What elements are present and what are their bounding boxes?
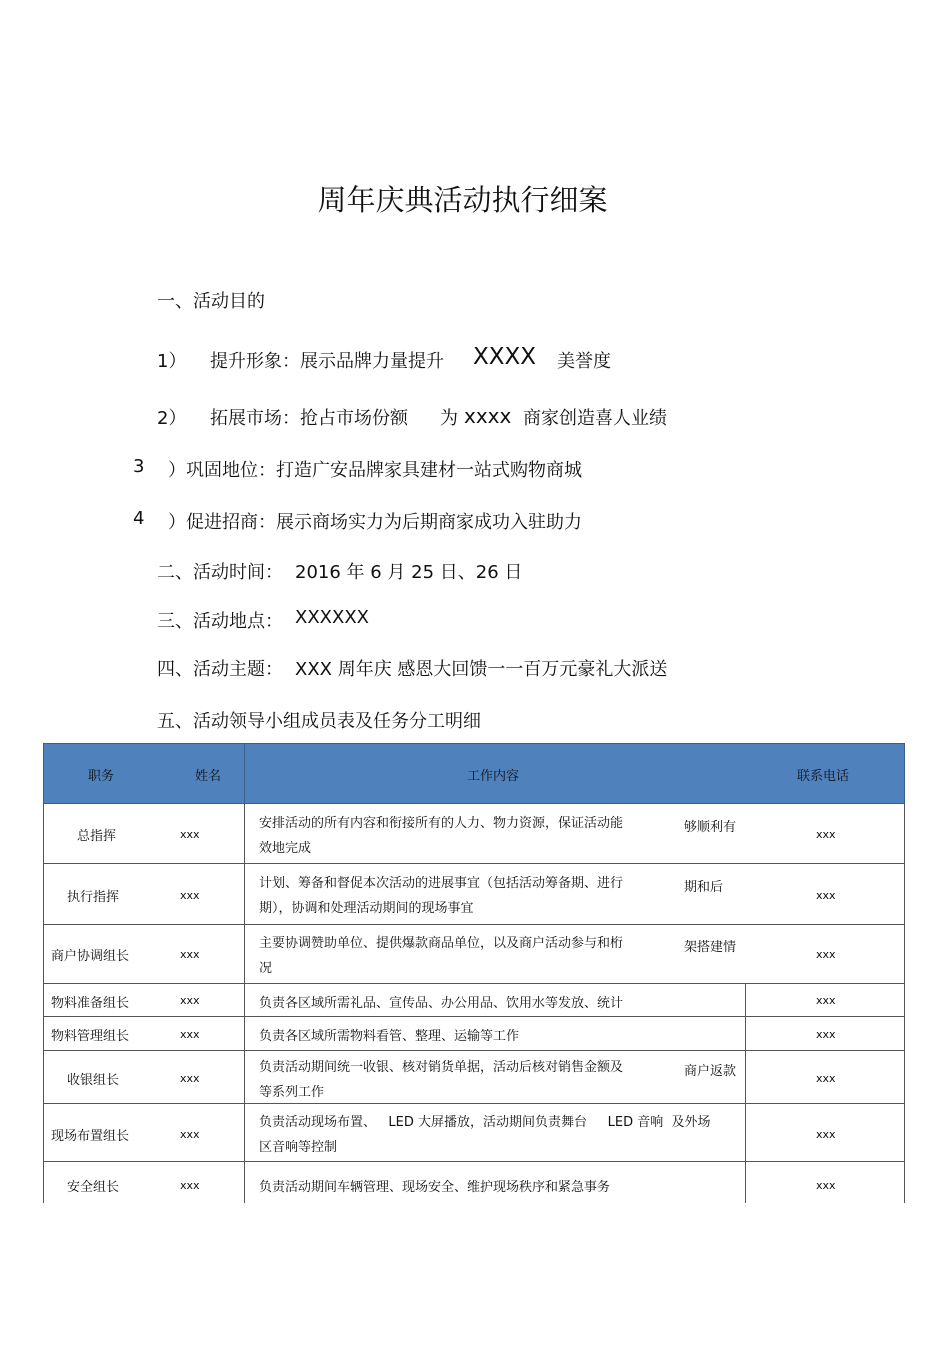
row-2-phone: xxx [816, 889, 836, 902]
row-3-work [259, 931, 747, 981]
row-2-work-line-2: 期），协调和处理活动期间的现场事宜 [259, 901, 474, 916]
row-divider [43, 1161, 905, 1162]
row-6-work [259, 1055, 747, 1105]
header-divider [244, 743, 245, 804]
row-1-work-line-1: 安排活动的所有内容和衔接所有的人力、物力资源，保证活动能 [259, 816, 624, 831]
row-6-work-line-2: 等系列工作 [259, 1085, 325, 1100]
header-work: 工作内容 [467, 769, 520, 784]
row-6-role: 收银组长 [67, 1073, 120, 1088]
row-8-work: 负责活动期间车辆管理、现场安全、维护现场秩序和紧急事务 [259, 1180, 611, 1195]
row-divider [43, 1050, 905, 1051]
item-1-text: 提升形象：展示品牌力量提升 [210, 351, 444, 372]
section-3-label: 三、活动地点： [157, 611, 283, 632]
row-3-work-cont: 架搭建情 [684, 940, 737, 955]
row-5-name: xxx [180, 1028, 200, 1041]
section-4-value: XXX 周年庆 感恩大回馈一一百万元豪礼大派送 [295, 659, 668, 680]
row-2-work-cont: 期和后 [684, 880, 724, 895]
item-2-mid: 为 [440, 408, 458, 429]
item-2-number: 2） [157, 408, 187, 429]
row-4-name: xxx [180, 994, 200, 1007]
section-5-heading: 五、活动领导小组成员表及任务分工明细 [157, 711, 481, 732]
row-1-name: xxx [180, 828, 200, 841]
row-3-phone: xxx [816, 948, 836, 961]
row-2-work-line-1: 计划、筹备和督促本次活动的进展事宜（包括活动筹备期、进行 [259, 876, 624, 891]
item-4-number: 4 [133, 508, 145, 529]
row-1-work-cont: 够顺利有 [684, 820, 737, 835]
row-4-role: 物料准备组长 [51, 996, 130, 1011]
section-2-value: 2016 年 6 月 25 日、26 日 [295, 562, 523, 583]
section-2-label: 二、活动时间： [157, 562, 283, 583]
row-divider [43, 863, 905, 864]
item-3-number: 3 [133, 456, 145, 477]
row-4-work: 负责各区域所需礼品、宣传品、办公用品、饮用水等发放、统计 [259, 996, 624, 1011]
row-1-work [259, 811, 747, 861]
section-1-heading: 一、活动目的 [157, 291, 265, 312]
document-title: 周年庆典活动执行细案 [317, 183, 608, 217]
header-role: 职务 [88, 769, 115, 784]
row-3-work-line-1: 主要协调赞助单位、提供爆款商品单位，以及商户活动参与和桁 [259, 936, 624, 951]
row-7-role: 现场布置组长 [51, 1129, 130, 1144]
row-5-work: 负责各区域所需物料看管、整理、运输等工作 [259, 1029, 520, 1044]
staff-table [43, 743, 905, 1203]
section-4-label: 四、活动主题： [157, 659, 283, 680]
item-1-brand: XXXX [473, 344, 537, 370]
row-6-phone: xxx [816, 1072, 836, 1085]
row-7-work-line-1: 负责活动现场布置、 LED 大屏播放，活动期间负责舞台 LED 音响 及外场 [259, 1115, 711, 1130]
row-divider [43, 1016, 905, 1017]
row-2-work [259, 871, 747, 921]
row-8-role: 安全组长 [67, 1180, 120, 1195]
row-divider [43, 924, 905, 925]
row-2-name: xxx [180, 889, 200, 902]
row-1-phone: xxx [816, 828, 836, 841]
row-6-work-line-1: 负责活动期间统一收银、核对销货单据，活动后核对销售金额及 [259, 1060, 624, 1075]
row-2-role: 执行指挥 [67, 890, 120, 905]
item-2-brand: xxxx [464, 404, 512, 428]
row-7-work [259, 1110, 739, 1160]
row-5-phone: xxx [816, 1028, 836, 1041]
row-8-phone: xxx [816, 1179, 836, 1192]
item-4-text: ）促进招商：展示商场实力为后期商家成功入驻助力 [168, 512, 582, 533]
row-6-name: xxx [180, 1072, 200, 1085]
row-1-role: 总指挥 [77, 829, 117, 844]
row-5-role: 物料管理组长 [51, 1029, 130, 1044]
item-1-number: 1） [157, 351, 187, 372]
item-2-text: 拓展市场：抢占市场份额 [210, 408, 408, 429]
row-1-work-line-2: 效地完成 [259, 841, 312, 856]
section-3-value: XXXXXX [295, 607, 369, 628]
item-1-suffix: 美誉度 [557, 351, 611, 372]
row-divider [43, 983, 905, 984]
row-3-name: xxx [180, 948, 200, 961]
item-3-text: ）巩固地位：打造广安品牌家具建材一站式购物商城 [168, 460, 582, 481]
row-3-role: 商户协调组长 [51, 949, 130, 964]
row-8-name: xxx [180, 1179, 200, 1192]
row-7-phone: xxx [816, 1128, 836, 1141]
header-phone: 联系电话 [797, 769, 850, 784]
row-7-name: xxx [180, 1128, 200, 1141]
row-4-phone: xxx [816, 994, 836, 1007]
row-6-work-cont: 商户返款 [684, 1064, 737, 1079]
item-2-suffix: 商家创造喜人业绩 [523, 408, 667, 429]
header-name: 姓名 [195, 769, 222, 784]
row-7-work-line-2: 区音响等控制 [259, 1140, 338, 1155]
row-3-work-line-2: 况 [259, 961, 273, 976]
